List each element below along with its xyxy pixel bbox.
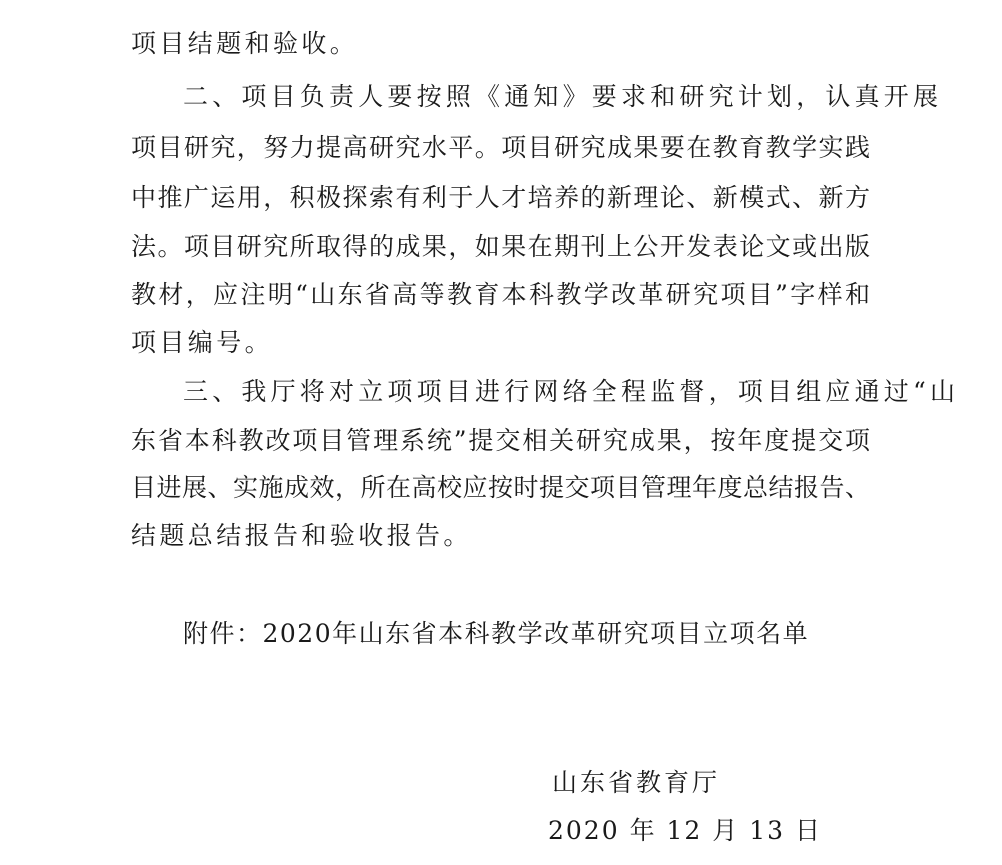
paragraph-three-line: 结题总结报告和验收报告。 [131,521,472,550]
paragraph-two-line: 二、项目负责人要按照《通知》要求和研究计划，认真开展 [183,82,943,111]
paragraph-two-line: 法。项目研究所取得的成果，如果在期刊上公开发表论文或出版 [131,232,870,261]
paragraph-two-line: 中推广运用，积极探索有利于人才培养的新理论、新模式、新方 [131,183,870,212]
paragraph-two-line: 项目编号。 [131,328,274,357]
paragraph-three-line: 目进展、实施成效，所在高校应按时提交项目管理年度总结报告、 [131,473,870,502]
issue-date: 2020 年 12 月 13 日 [548,816,822,845]
paragraph-three-line: 东省本科教改项目管理系统”提交相关研究成果，按年度提交项 [131,426,870,455]
paragraph-two-line: 项目研究，努力提高研究水平。项目研究成果要在教育教学实践 [131,133,870,162]
attachment-line: 附件：2020年山东省本科教学改革研究项目立项名单 [183,619,810,648]
paragraph-two-line: 教材，应注明“山东省高等教育本科教学改革研究项目”字样和 [131,280,870,309]
paragraph-intro-line: 项目结题和验收。 [131,29,359,58]
paragraph-three-line: 三、我厅将对立项项目进行网络全程监督，项目组应通过“山 [183,377,960,406]
issuer-signature: 山东省教育厅 [552,768,721,797]
